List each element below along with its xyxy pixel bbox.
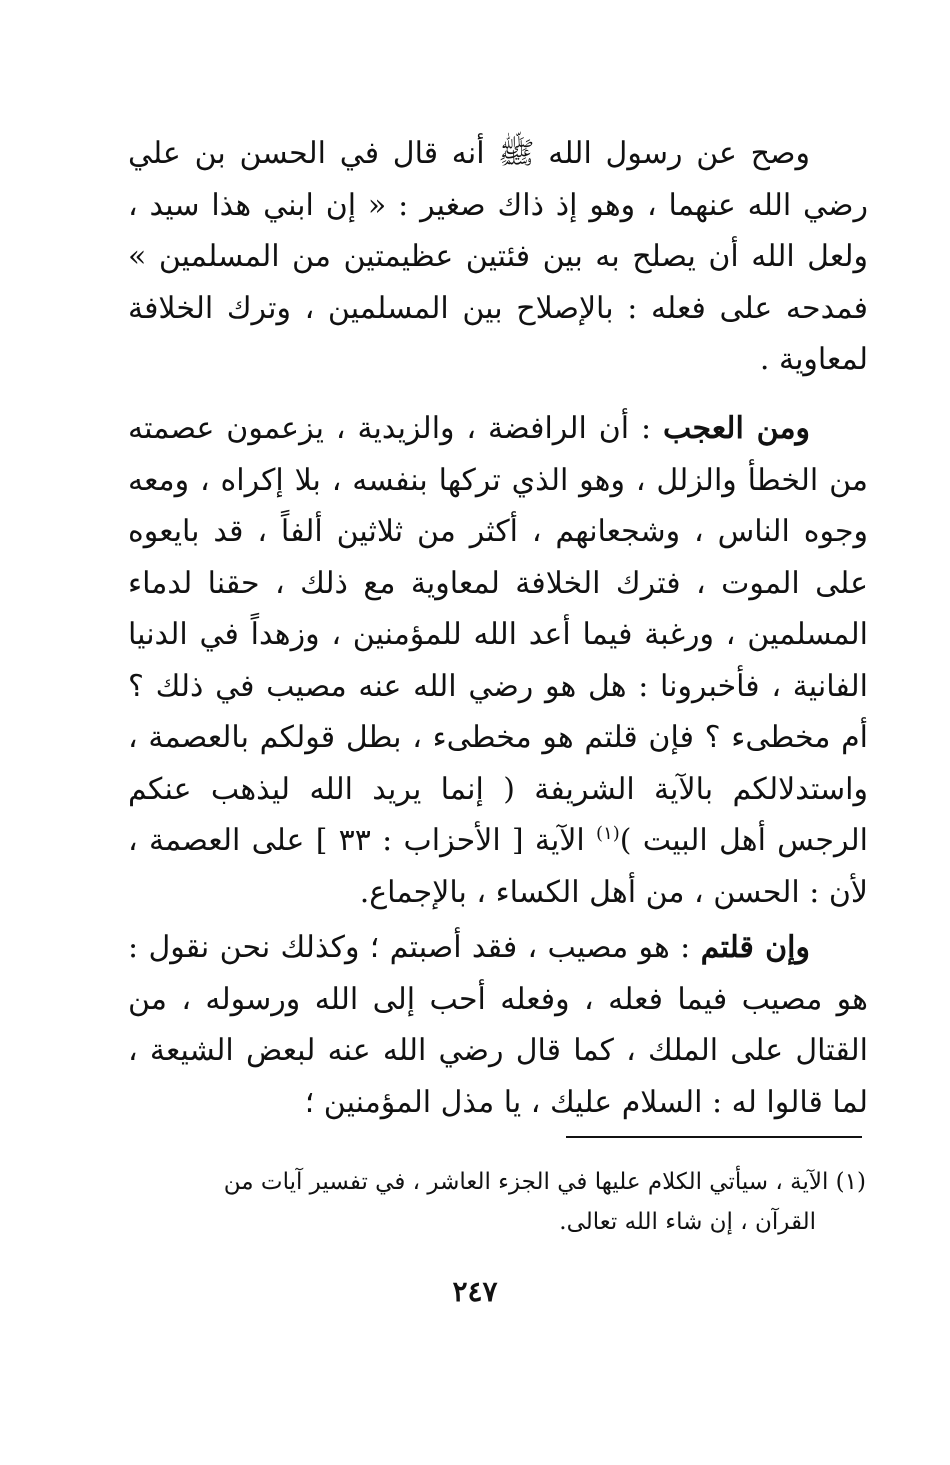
paragraph-2	[128, 403, 868, 918]
footnote-line-1: الآية ، سيأتي الكلام عليها في الجزء العاشر ، في تفسير آيات من	[223, 1169, 836, 1195]
page-number: ٢٤٧	[452, 1275, 498, 1308]
paragraph-3	[128, 922, 868, 1128]
paragraph-3-text: : هو مصيب ، فقد أصبتم ؛ وكذلك نحن نقول : هو مصيب فيما فعله ، وفعله أحب إلى الله ورسوله ، من القتال على الملك ، كما قال رضي الله عنه لبعض الشيعة ، لما قالوا له : السلام عليك ، يا مذل المؤمنين ؛	[128, 930, 868, 1120]
footnote-separator	[566, 1136, 862, 1138]
footnote-reference: (١)	[596, 823, 620, 844]
paragraph-1-text: وصح عن رسول الله ﷺ أنه قال في الحسن بن علي رضي الله عنهما ، وهو إذ ذاك صغير : « إن ابني هذا سيد ، ولعل الله أن يصلح به بين فئتين عظيمتين من المسلمين » فمدحه على فعله : بالإصلاح بين المسلمين ، وترك الخلافة لمعاوية .	[128, 136, 868, 377]
footnote-marker: (١)	[835, 1169, 866, 1195]
paragraph-1	[128, 128, 868, 386]
paragraph-3-lead: وإن قلتم	[700, 930, 811, 965]
paragraph-2-text: : أن الرافضة ، والزيدية ، يزعمون عصمته من الخطأ والزلل ، وهو الذي تركها بنفسه ، بلا إكراه ، ومعه وجوه الناس ، وشجعانهم ، أكثر من ثلاثين ألفاً ، قد بايعوه على الموت ، فترك الخلافة لمعاوية مع ذلك ، حقنا لدماء المسلمين ، ورغبة فيما أعد الله للمؤمنين ، وزهداً في الدنيا الفانية ، فأخبرونا : هل هو رضي الله عنه مصيب في ذلك ؟ أم مخطىء ؟ فإن قلتم هو مخطىء ، بطل قولكم بالعصمة ، واستدلالكم بالآية الشريفة ( إنما يريد الله ليذهب عنكم الرجس أهل البيت )	[128, 411, 868, 858]
footnote	[128, 1162, 866, 1242]
paragraph-2-lead: ومن العجب	[663, 411, 810, 446]
footnote-line-2: القرآن ، إن شاء الله تعالى.	[559, 1209, 816, 1235]
paragraph-2-text-after: الآية [ الأحزاب : ٣٣ ] على العصمة ، لأن : الحسن ، من أهل الكساء ، بالإجماع.	[128, 823, 868, 910]
